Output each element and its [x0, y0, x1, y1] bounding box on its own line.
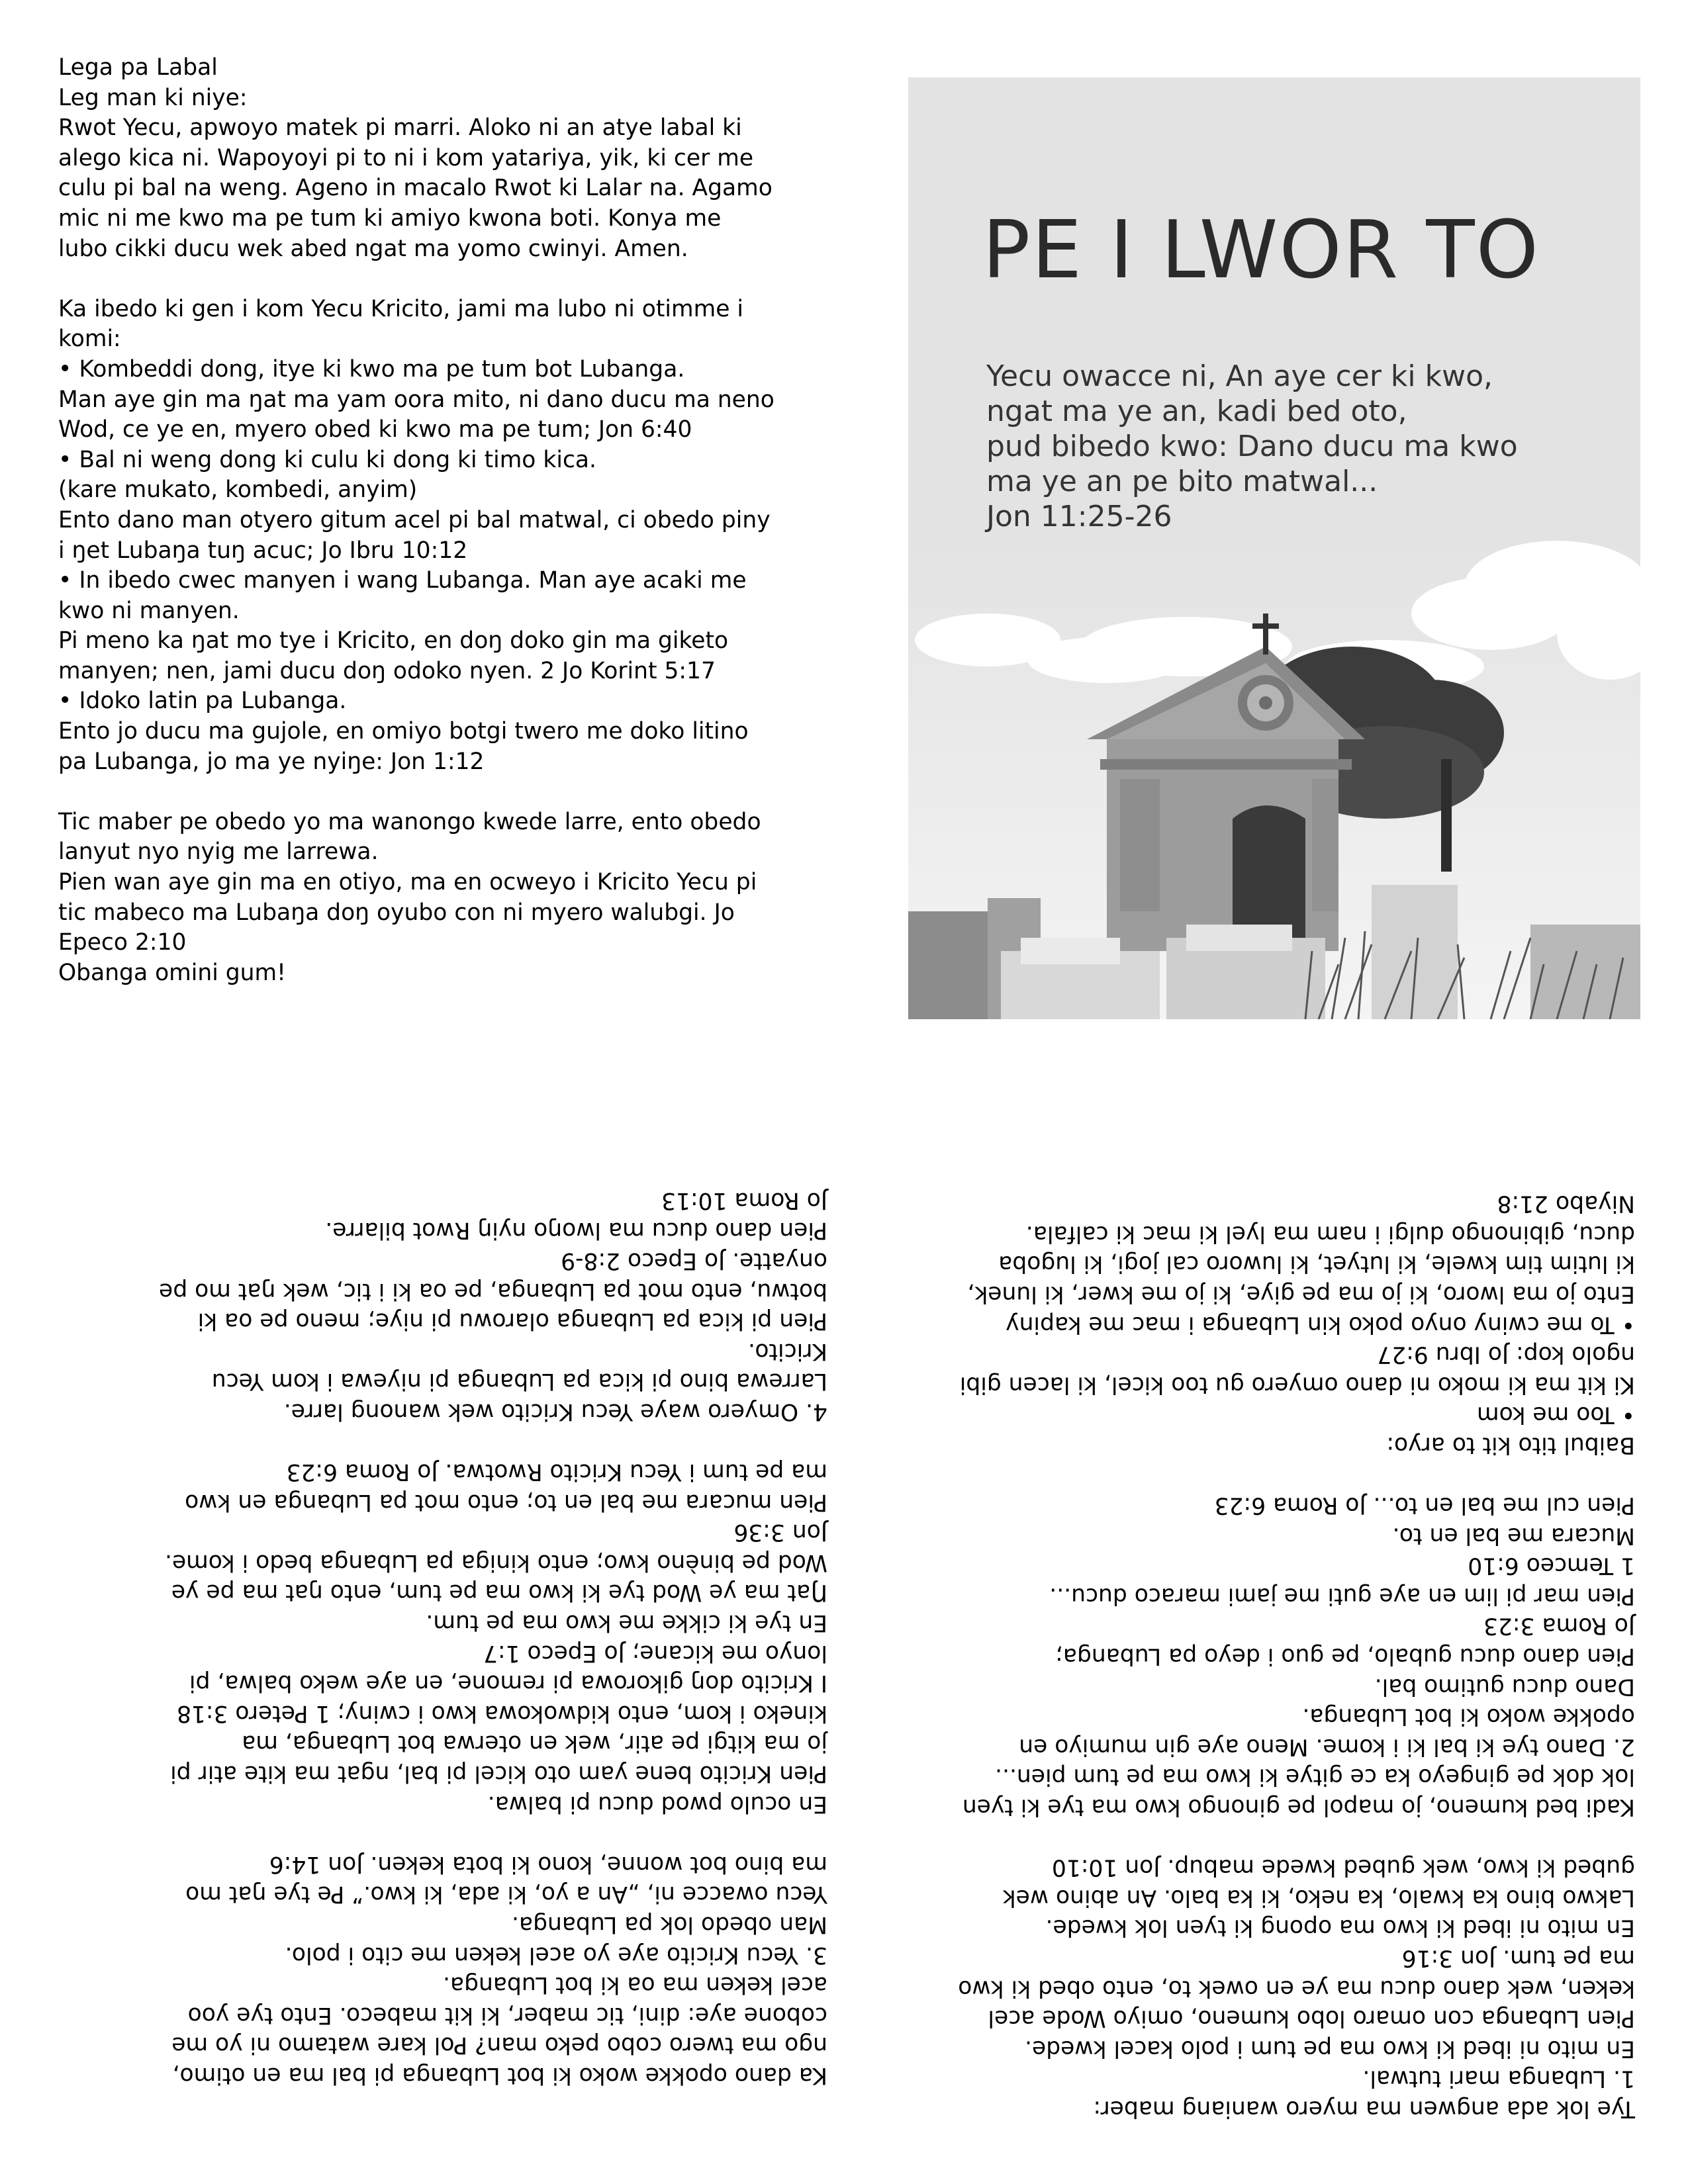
text-line: opokke woko ki bot Lubanga. — [1302, 1703, 1635, 1730]
point-line: • Idoko latin pa Lubanga. — [58, 688, 347, 715]
text-line: jo ma kitgi pe atir, wek en oterwa bot Lubanga, ma — [242, 1730, 827, 1757]
closing-line: Epeco 2:10 — [58, 929, 187, 956]
text-line: Jo Roma 10:13 — [661, 1187, 827, 1214]
intro-line: Ka ibedo ki gen i kom Yecu Kricito, jami ma lubo ni otimme i — [58, 295, 743, 322]
point-line: • Bal ni weng dong ki culu ki dong ki timo kica. — [58, 446, 597, 473]
text-line: ma pe tum i Yecu Kricito Rwotwa. Jo Roma 6:23 — [286, 1458, 827, 1485]
text-line: Wod pe binèno kwo; ento kiniga pa Lubanga bedo i kome. — [165, 1549, 827, 1576]
text-line: Pien Kricito bene yam oto kicel pi bal, ngat ma kite atir pi — [170, 1760, 827, 1787]
prayer-line: mic ni me kwo ma pe tum ki amiyo kwona boti. Konya me — [58, 205, 722, 232]
point-line: kwo ni manyen. — [58, 597, 240, 624]
text-line: Dano ducu gutimo bal. — [1374, 1673, 1635, 1700]
text-line: En tye ki cikke me kwo ma pe tum. — [426, 1609, 827, 1636]
closing-line: Obanga omini gum! — [58, 959, 286, 986]
text-line: Baibul tito kit to aryo: — [1386, 1432, 1635, 1459]
text-line: ma pe tum. Jon 3:16 — [1401, 1944, 1635, 1972]
text-line: Lakwo bino ka kwalo, ka neko, ki ka balo. An abino wek — [1002, 1884, 1635, 1911]
text-line: Pien dano ducu gubalo, pe guo i deyo pa Lubanga; — [1055, 1643, 1635, 1670]
text-line: Pien mucara me bal en to; ento mot pa Lubanga en kwo — [185, 1488, 827, 1516]
spacer — [900, 1821, 1635, 1852]
panel-top-left — [58, 53, 872, 988]
prayer-line: alego kica ni. Wapoyoyi pi to ni i kom yatariya, yik, ki cer me — [58, 144, 754, 171]
cover-verse — [986, 359, 1622, 534]
point-line: pa Lubanga, jo ma ye nyiŋe: Jon 1:12 — [58, 748, 485, 775]
text-line: ma bino bot wonne, kono ki bota keken. Jon 14:6 — [269, 1850, 827, 1878]
text-line: ngolo kop: Jo Ibru 9:27 — [1377, 1341, 1635, 1368]
text-line: 1. Lubanga mari tutwal. — [1362, 2065, 1635, 2092]
closing-line: lanyut nyo nyig me larrewa. — [58, 839, 379, 866]
text-line: Larrewa bino pi kica pa Lubanga pi niyewa i kom Yecu — [211, 1368, 827, 1395]
text-line: Ka dano opokke woko ki bot Lubanga pi bal ma en otimo, — [172, 2062, 827, 2089]
text-line: gubed ki kwo, wek gubed kwede mabup. Jon 10:10 — [1051, 1854, 1635, 1881]
text-line: Pien Lubanga con omaro lobo kumeno, omiyo Wode acel — [988, 2005, 1635, 2032]
verse-line: Jon 11:25-26 — [986, 500, 1172, 533]
text-line: Pien dano ducu ma lwoŋo nyiŋ Rwot bilarre. — [325, 1217, 827, 1244]
point-line: Wod, ce ye en, myero obed ki kwo ma pe tum; Jon 6:40 — [58, 416, 692, 443]
text-line: Pien cul me bal en to... Jo Roma 6:23 — [1214, 1492, 1635, 1519]
text-line: keken, wek dano ducu ma ye en owek to, ento obed ki kwo — [958, 1975, 1635, 2002]
text-line: botwu, ento mot pa Lubanga, pe oa ki i tic, wek ŋat mo pe — [159, 1277, 827, 1304]
text-line: ngo ma twero cobo peko man? Pol kare watamo ni yo me — [171, 2032, 827, 2059]
closing-line: tic mabeco ma Lubaŋa doŋ oyubo con ni myero walubgi. Jo — [58, 899, 735, 926]
verse-line: pud bibedo kwo: Dano ducu ma kwo — [986, 430, 1518, 463]
spacer — [58, 777, 872, 807]
text-line: En mito ni ibed ki kwo ma pe tum i polo kacel kwede. — [1025, 2035, 1635, 2062]
heading-line: Lega pa Labal — [58, 54, 218, 81]
text-line: 1 Temceo 6:10 — [1468, 1552, 1635, 1579]
text-line: 2. Dano tye ki bal ki i kome. Meno aye gin mumiyo en — [1019, 1733, 1635, 1760]
text-line: Mucara me bal en to. — [1392, 1522, 1635, 1549]
text-line: Niyabo 21:8 — [1497, 1190, 1635, 1217]
closing-line: Pien wan aye gin ma en otiyo, ma en ocweyo i Kricito Yecu pi — [58, 869, 757, 896]
point-line: • Kombeddi dong, itye ki kwo ma pe tum bot Lubanga. — [58, 355, 685, 383]
text-line: Yecu owacce ni, „An a yo, ki ada, ki kwo.” Pe tye ŋat mo — [185, 1881, 827, 1908]
prayer-line: culu pi bal na weng. Ageno in macalo Rwot ki Lalar na. Agamo — [58, 175, 773, 202]
text-line: Kricito. — [748, 1338, 827, 1365]
cover-title: PE I LWOR TO — [982, 205, 1540, 296]
point-line: Ento dano man otyero gitum acel pi bal matwal, ci obedo piny — [58, 506, 771, 533]
text-line: Pien pi kica pa Lubanga olarowu pi niye; meno pe oa ki — [197, 1307, 827, 1334]
text-line: En oculo pwod ducu pi balwa. — [487, 1790, 827, 1817]
text-line: I Kricito doŋ gikorowa pi remone, en aye weko balwa, pi — [189, 1670, 827, 1697]
closing-line: Tic maber pe obedo yo ma wanongo kwede larre, ento obedo — [58, 808, 761, 835]
chapel-cemetery-image — [908, 541, 1640, 1019]
verse-line: ngat ma ye an, kadi bed oto, — [986, 394, 1407, 428]
text-line: Man obedo lok pa Lubanga. — [512, 1911, 827, 1938]
text-line: • Too me kom — [1477, 1401, 1635, 1428]
text-line: lonyo me kicane; Jo Epeco 1:7 — [483, 1639, 827, 1666]
panel-bottom-right — [900, 1188, 1635, 2123]
text-line: cobone aye: dini, tic maber, ki kit mabeco. Ento tye yoo — [187, 2001, 827, 2028]
text-line: 4. Omyero waye Yecu Kricito wek wanong larre. — [283, 1398, 827, 1425]
text-line: acel keken ma oa ki bot Lubanga. — [442, 1972, 827, 1999]
text-line: Pien mar pi lim en aye guti me jami maraco ducu... — [1049, 1582, 1635, 1610]
spacer — [66, 1426, 827, 1457]
text-line: Ŋat ma ye Wod tye ki kwo ma pe tum, ento ŋat ma pe ye — [171, 1579, 827, 1606]
text-line: lok dok pe gingeyo ka ce gitye ki kwo ma pe tum pien... — [995, 1763, 1635, 1790]
text-line: En mito ni ibed ki kwo ma opong ki tyen lok kwede. — [1045, 1914, 1635, 1941]
point-line: (kare mukato, kombedi, anyim) — [58, 477, 418, 504]
text-line: Jon 3:36 — [733, 1519, 827, 1546]
prayer-line: lubo cikki ducu wek abed ngat ma yomo cwinyi. Amen. — [58, 235, 688, 262]
text-line: ki lutim tim kwele, ki lutyet, ki luworo cal jogi, ki lugoba — [998, 1250, 1635, 1277]
verse-line: ma ye an pe bito matwal... — [986, 465, 1378, 498]
panel-bottom-left — [66, 1185, 827, 2090]
text-line: Jo Roma 3:23 — [1483, 1612, 1635, 1639]
prayer-line: Rwot Yecu, apwoyo matek pi marri. Aloko ni an atye labal ki — [58, 114, 742, 142]
text-line: ducu, gibinongo dulgi i nam ma lyel ki mac ki calfala. — [1025, 1220, 1635, 1248]
point-line: Man aye gin ma ŋat ma yam oora mito, ni dano ducu ma neno — [58, 386, 774, 413]
point-line: i ŋet Lubaŋa tuŋ acuc; Jo Ibru 10:12 — [58, 537, 468, 564]
text-line: Ento jo ma lworo, ki jo ma pe giye, ki jo me kwer, ki lunek, — [967, 1281, 1635, 1308]
text-line: • To me cwiny onyo poko kin Lubanga i mac me kapiny — [1006, 1310, 1635, 1338]
intro-line: komi: — [58, 326, 121, 353]
cover-panel — [908, 77, 1640, 1019]
text-line: Tye lok ada angwen ma myero waniang maber: — [1093, 2095, 1635, 2122]
point-line: manyen; nen, jami ducu doŋ odoko nyen. 2 Jo Korint 5:17 — [58, 657, 716, 684]
point-line: • In ibedo cwec manyen i wang Lubanga. Man aye acaki me — [58, 567, 747, 594]
text-line: Ki kit ma ki moko ni dano omyero gu too kicel, ki lacen gibi — [959, 1371, 1635, 1398]
heading-line: Leg man ki niye: — [58, 84, 248, 111]
text-line: 3. Yecu Kricito aye yo acel keken me cito i polo. — [285, 1941, 827, 1968]
point-line: Pi meno ka ŋat mo tye i Kricito, en doŋ doko gin ma giketo — [58, 627, 729, 655]
text-line: kineko i kom, ento kidwokowa kwo i cwiny; 1 Petero 3:18 — [177, 1700, 827, 1727]
point-line: Ento jo ducu ma gujole, en omiyo botgi twero me doko litino — [58, 718, 749, 745]
spacer — [900, 1459, 1635, 1490]
verse-line: Yecu owacce ni, An aye cer ki kwo, — [986, 359, 1493, 393]
text-line: Kadi bed kumeno, jo mapol pe ginongo kwo ma tye ki tyen — [962, 1794, 1635, 1821]
text-line: onyatte. Jo Epeco 2:8-9 — [561, 1247, 827, 1274]
spacer — [58, 264, 872, 295]
spacer — [66, 1818, 827, 1848]
